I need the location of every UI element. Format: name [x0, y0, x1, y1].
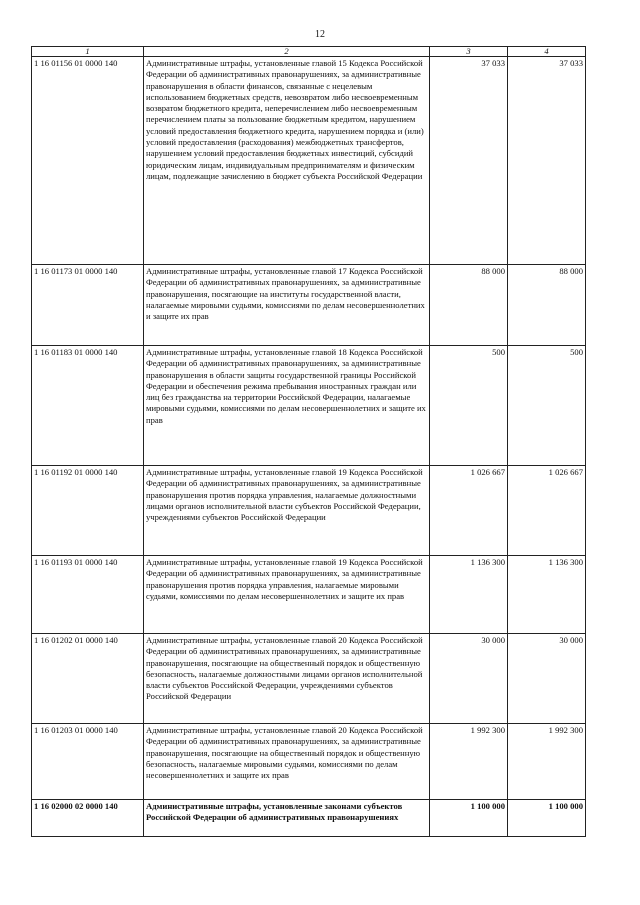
column-header-3: 3 [430, 47, 508, 57]
row-code: 1 16 01193 01 0000 140 [32, 556, 144, 634]
row-description: Административные штрафы, установленные главой 17 Кодекса Российской Федерации об административных правонарушениях, за административные правонарушения, посягающие на институты государственной власти, налагаемые мировыми судьями, комиссиями по делам несовершеннолетних и защите их прав [144, 265, 430, 346]
table-header-row [32, 47, 586, 57]
row-value-col4: 1 136 300 [508, 556, 586, 634]
row-value-col3: 88 000 [430, 265, 508, 346]
row-description: Административные штрафы, установленные главой 19 Кодекса Российской Федерации об административных правонарушениях, за административные правонарушения против порядка управления, налагаемые мировыми судьями, комиссиями по делам несовершеннолетних и защите их прав [144, 556, 430, 634]
table-row [32, 346, 586, 466]
row-value-col4: 1 992 300 [508, 724, 586, 800]
budget-table [31, 46, 586, 837]
column-header-4: 4 [508, 47, 586, 57]
row-description: Административные штрафы, установленные главой 20 Кодекса Российской Федерации об административных правонарушениях, за административные правонарушения, посягающие на общественный порядок и общественную безопасность, налагаемые должностными лицами органов исполнительной власти субъектов Российской Федерации, учреждениями субъектов Российской Федерации [144, 634, 430, 724]
row-description: Административные штрафы, установленные законами субъектов Российской Федерации об административных правонарушениях [144, 800, 430, 837]
row-value-col3: 1 992 300 [430, 724, 508, 800]
row-code: 1 16 02000 02 0000 140 [32, 800, 144, 837]
row-code: 1 16 01173 01 0000 140 [32, 265, 144, 346]
row-description: Административные штрафы, установленные главой 20 Кодекса Российской Федерации об административных правонарушениях, за административные правонарушения, посягающие на общественный порядок и общественную безопасность, налагаемые мировыми судьями, комиссиями по делам несовершеннолетних и защите их прав [144, 724, 430, 800]
table-row [32, 724, 586, 800]
row-value-col4: 1 026 667 [508, 466, 586, 556]
table-row [32, 466, 586, 556]
row-code: 1 16 01183 01 0000 140 [32, 346, 144, 466]
row-description: Административные штрафы, установленные главой 15 Кодекса Российской Федерации об административных правонарушениях, за административные правонарушения в области финансов, связанные с нецелевым использованием бюджетных средств, невозвратом либо несвоевременным возвратом бюджетного кредита, неперечислением либо несвоевременным перечислением платы за пользование бюджетным кредитом, нарушением условий предоставления бюджетного кредита, нарушением порядка и (или) условий предоставления (расходования) межбюджетных трансфертов, нарушением условий предоставления бюджетных инвестиций, субсидий юридическим лицам, индивидуальным предпринимателям и физическим лицам, подлежащие зачислению в бюджет субъекта Российской Федерации [144, 57, 430, 265]
row-value-col3: 37 033 [430, 57, 508, 265]
column-header-1: 1 [32, 47, 144, 57]
row-value-col3: 1 026 667 [430, 466, 508, 556]
row-value-col4: 500 [508, 346, 586, 466]
table-row-total [32, 800, 586, 837]
row-value-col4: 1 100 000 [508, 800, 586, 837]
table-row [32, 57, 586, 265]
row-value-col3: 30 000 [430, 634, 508, 724]
row-value-col4: 37 033 [508, 57, 586, 265]
row-value-col3: 1 100 000 [430, 800, 508, 837]
row-value-col4: 88 000 [508, 265, 586, 346]
row-description: Административные штрафы, установленные главой 18 Кодекса Российской Федерации об административных правонарушениях, за административные правонарушения в области защиты государственной границы Российской Федерации и обеспечения режима пребывания иностранных граждан или лиц без гражданства на территории Российской Федерации, налагаемые мировыми судьями, комиссиями по делам несовершеннолетних и защите их прав [144, 346, 430, 466]
row-code: 1 16 01202 01 0000 140 [32, 634, 144, 724]
table-row [32, 634, 586, 724]
page-number: 12 [315, 29, 325, 40]
table-row [32, 265, 586, 346]
row-description: Административные штрафы, установленные главой 19 Кодекса Российской Федерации об административных правонарушениях, за административные правонарушения против порядка управления, налагаемые должностными лицами органов исполнительной власти субъектов Российской Федерации, учреждениями субъектов Российской Федерации [144, 466, 430, 556]
row-value-col3: 500 [430, 346, 508, 466]
row-code: 1 16 01156 01 0000 140 [32, 57, 144, 265]
row-value-col4: 30 000 [508, 634, 586, 724]
row-value-col3: 1 136 300 [430, 556, 508, 634]
row-code: 1 16 01203 01 0000 140 [32, 724, 144, 800]
table-row [32, 556, 586, 634]
row-code: 1 16 01192 01 0000 140 [32, 466, 144, 556]
column-header-2: 2 [144, 47, 430, 57]
